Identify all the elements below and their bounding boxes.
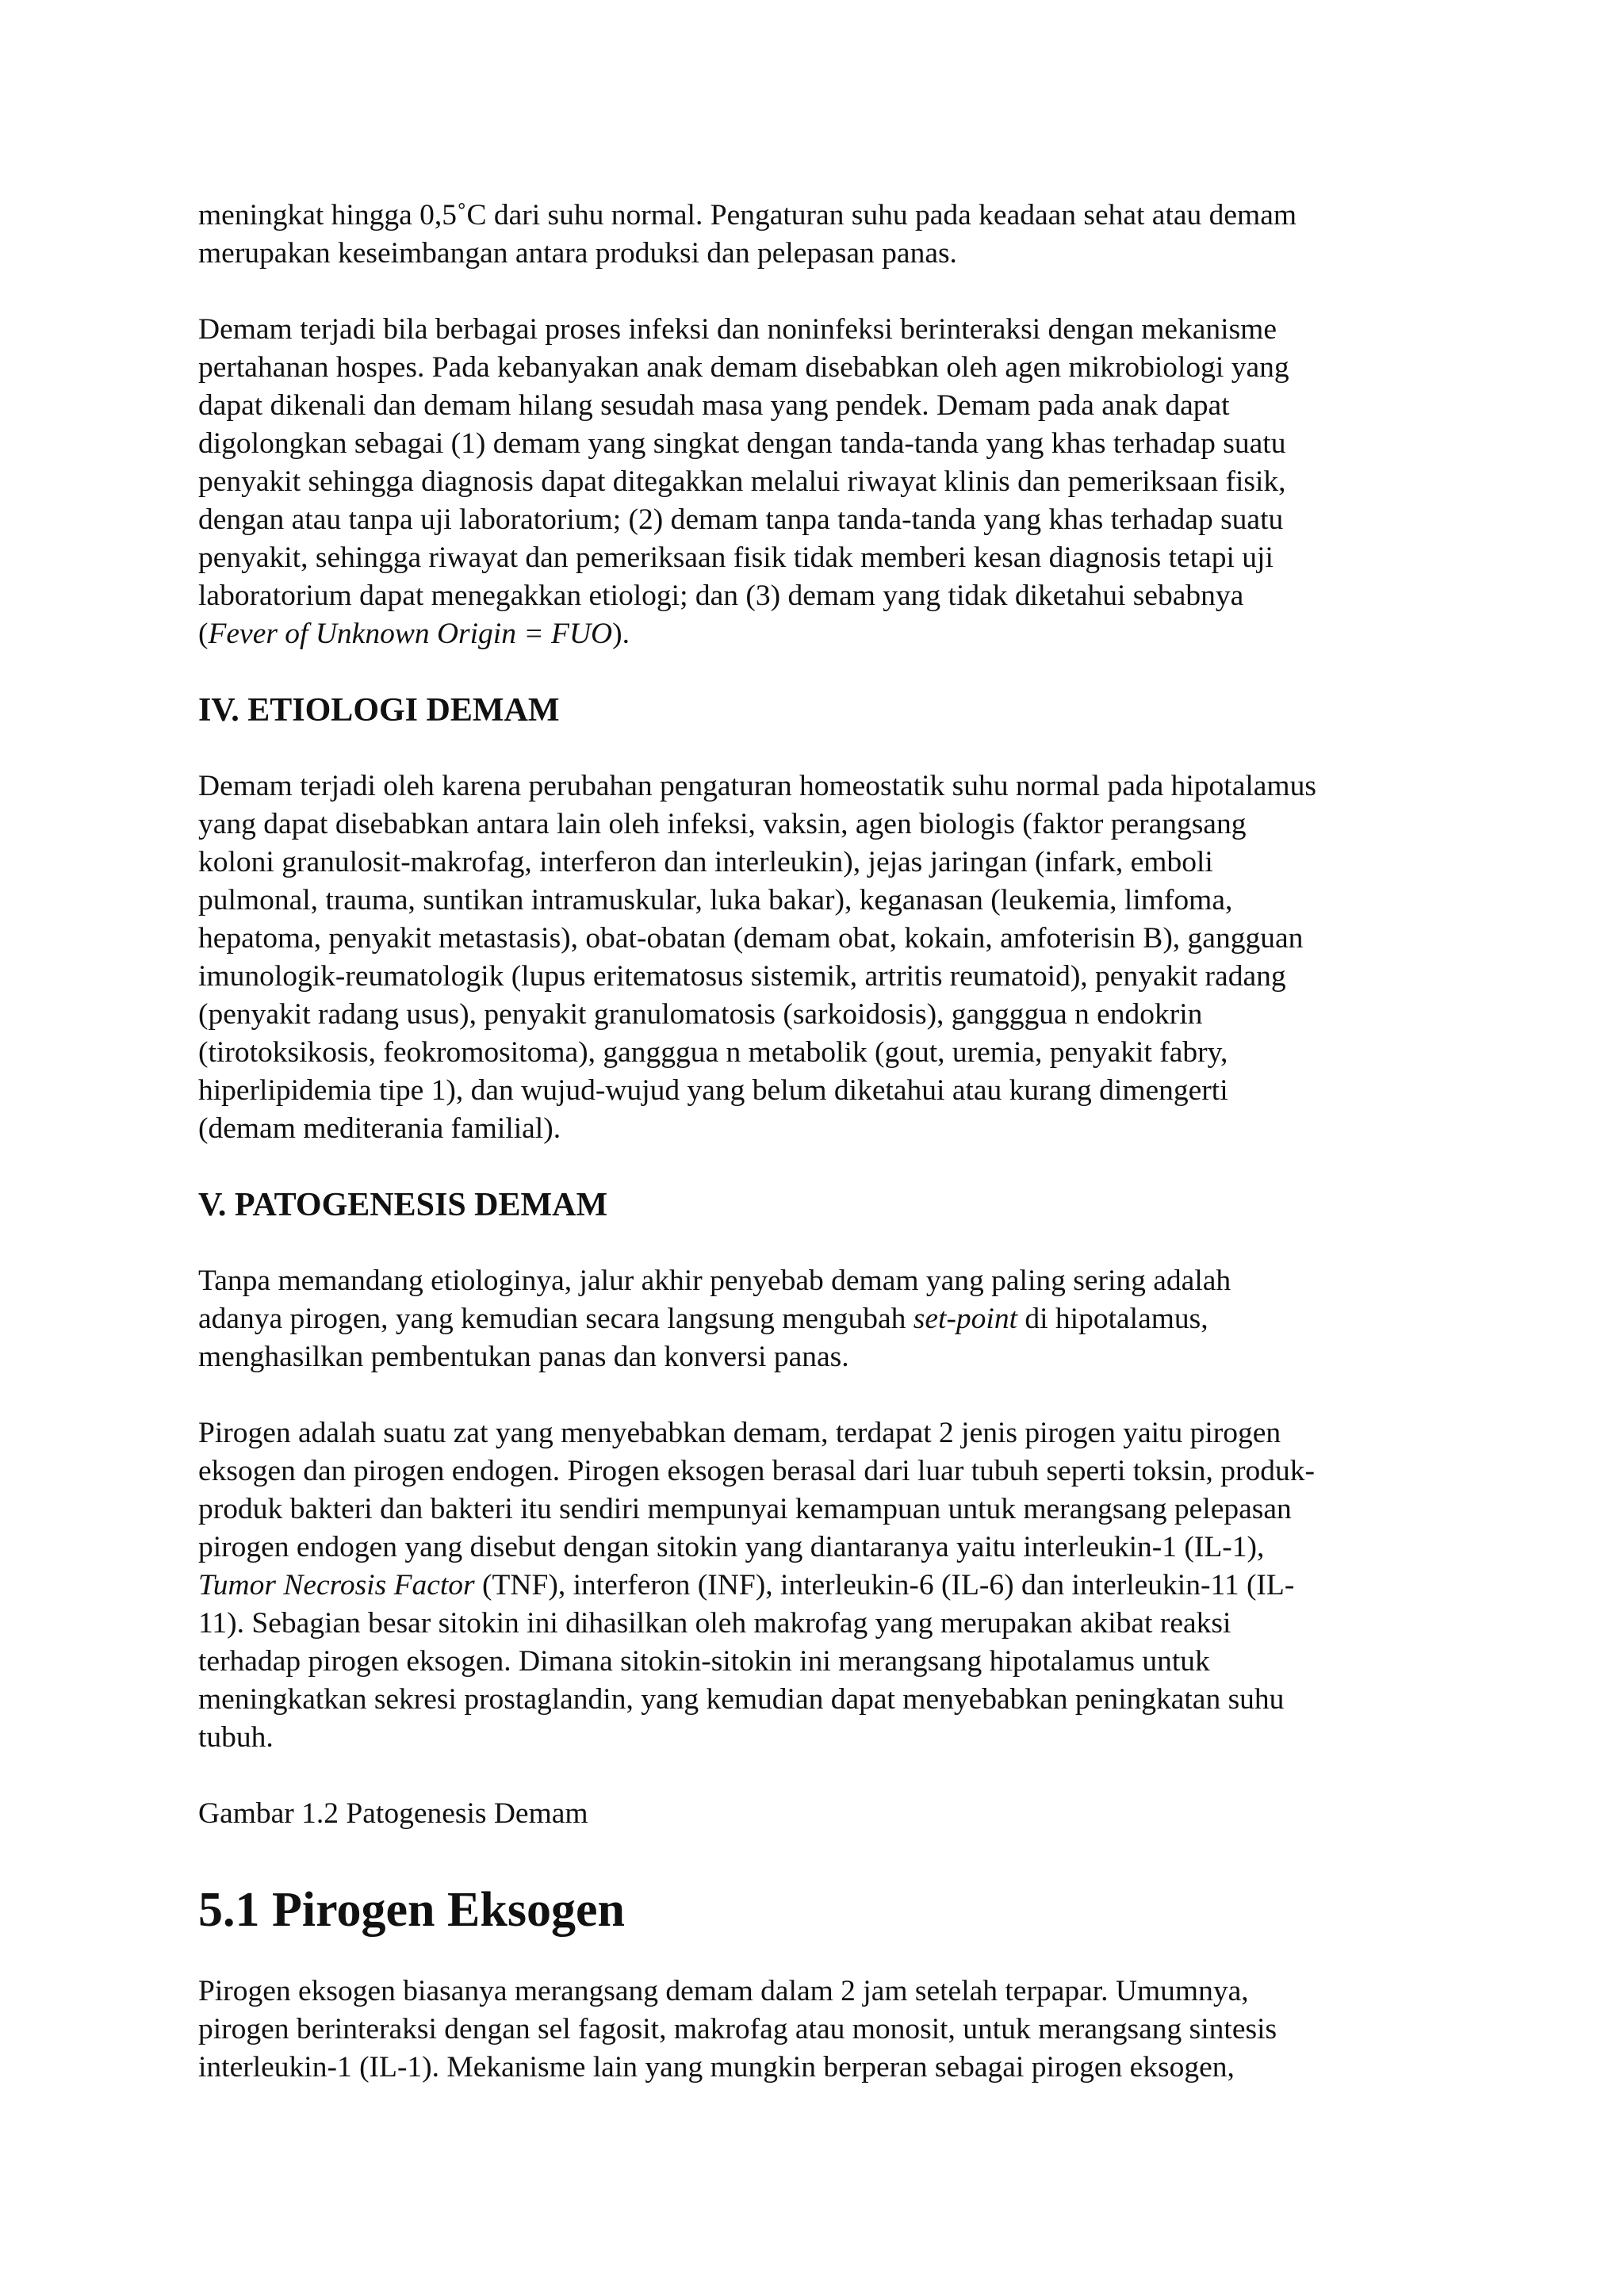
- text-line: [198, 1567, 1435, 1605]
- paragraph-suhu-normal: [198, 197, 1435, 273]
- text-line: [198, 615, 1435, 653]
- text-run: (TNF), interferon (INF), interleukin-6 (IL-6) dan interleukin-11 (IL-: [474, 1569, 1295, 1601]
- text-line: penyakit, sehingga riwayat dan pemeriksaan fisik tidak memberi kesan diagnosis tetapi uji: [198, 541, 1274, 574]
- text-line: laboratorium dapat menegakkan etiologi; dan (3) demam yang tidak diketahui sebabnya: [198, 580, 1244, 612]
- paragraph-pirogen-eksogen: [198, 1973, 1435, 2087]
- text-line: yang dapat disebabkan antara lain oleh infeksi, vaksin, agen biologis (faktor perangsang: [198, 808, 1247, 840]
- heading-etiologi-demam: IV. ETIOLOGI DEMAM: [198, 692, 560, 729]
- text-run: (: [198, 618, 209, 650]
- text-line: Demam terjadi bila berbagai proses infeksi dan noninfeksi berinteraksi dengan mekanisme: [198, 313, 1277, 346]
- text-line: 11). Sebagian besar sitokin ini dihasilkan oleh makrofag yang merupakan akibat reaksi: [198, 1607, 1231, 1640]
- text-line: (demam mediterania familial).: [198, 1112, 561, 1145]
- text-line: pertahanan hospes. Pada kebanyakan anak demam disebabkan oleh agen mikrobiologi yang: [198, 351, 1289, 384]
- text-line: meningkat hingga 0,5˚C dari suhu normal. Pengaturan suhu pada keadaan sehat atau demam: [198, 199, 1297, 232]
- text-line: meningkatkan sekresi prostaglandin, yang kemudian dapat menyebabkan peningkatan suhu: [198, 1683, 1285, 1716]
- text-run: ).: [612, 618, 630, 650]
- text-line: Pirogen adalah suatu zat yang menyebabkan demam, terdapat 2 jenis pirogen yaitu pirogen: [198, 1417, 1281, 1449]
- figure-caption: [198, 1795, 1435, 1833]
- text-line: merupakan keseimbangan antara produksi dan pelepasan panas.: [198, 237, 957, 270]
- text-line: dapat dikenali dan demam hilang sesudah masa yang pendek. Demam pada anak dapat: [198, 389, 1230, 422]
- paragraph-patogenesis: [198, 1262, 1435, 1376]
- text-line: menghasilkan pembentukan panas dan konversi panas.: [198, 1341, 849, 1373]
- text-line: tubuh.: [198, 1721, 274, 1754]
- text-line: dengan atau tanpa uji laboratorium; (2) demam tanpa tanda-tanda yang khas terhadap suatu: [198, 503, 1284, 536]
- text-line: hepatoma, penyakit metastasis), obat-obatan (demam obat, kokain, amfoterisin B), gangguan: [198, 922, 1304, 955]
- text-line: koloni granulosit-makrofag, interferon dan interleukin), jejas jaringan (infark, emboli: [198, 846, 1213, 878]
- text-line: (penyakit radang usus), penyakit granulomatosis (sarkoidosis), gangggua n endokrin: [198, 998, 1203, 1031]
- text-line: pulmonal, trauma, suntikan intramuskular, luka bakar), keganasan (leukemia, limfoma,: [198, 884, 1233, 916]
- text-line: (tirotoksikosis, feokromositoma), gangggua n metabolik (gout, uremia, penyakit fabry,: [198, 1036, 1228, 1069]
- text-line: terhadap pirogen eksogen. Dimana sitokin-sitokin ini merangsang hipotalamus untuk: [198, 1645, 1210, 1678]
- paragraph-etiologi: [198, 767, 1435, 1148]
- text-line: penyakit sehingga diagnosis dapat ditegakkan melalui riwayat klinis dan pemeriksaan fisik,: [198, 465, 1286, 498]
- text-line: Demam terjadi oleh karena perubahan pengaturan homeostatik suhu normal pada hipotalamus: [198, 770, 1316, 802]
- italic-term-tnf: Tumor Necrosis Factor: [198, 1569, 475, 1601]
- paragraph-definisi-demam: [198, 311, 1435, 653]
- document-page: [198, 197, 1435, 2087]
- text-run: adanya pirogen, yang kemudian secara langsung mengubah: [198, 1303, 914, 1335]
- text-line: produk bakteri dan bakteri itu sendiri mempunyai kemampuan untuk merangsang pelepasan: [198, 1493, 1292, 1525]
- text-line: interleukin-1 (IL-1). Mekanisme lain yang mungkin berperan sebagai pirogen eksogen,: [198, 2051, 1235, 2084]
- text-line: pirogen berinteraksi dengan sel fagosit, makrofag atau monosit, untuk merangsang sintesis: [198, 2013, 1277, 2045]
- italic-term-set-point: set-point: [913, 1303, 1018, 1335]
- text-line: Pirogen eksogen biasanya merangsang demam dalam 2 jam setelah terpapar. Umumnya,: [198, 1975, 1249, 2007]
- heading-pirogen-eksogen: 5.1 Pirogen Eksogen: [198, 1883, 625, 1937]
- text-line: [198, 1300, 1435, 1338]
- italic-term-fuo: Fever of Unknown Origin = FUO: [208, 618, 613, 650]
- paragraph-pirogen: [198, 1414, 1435, 1757]
- text-line: digolongkan sebagai (1) demam yang singkat dengan tanda-tanda yang khas terhadap suatu: [198, 427, 1286, 460]
- text-line: eksogen dan pirogen endogen. Pirogen eksogen berasal dari luar tubuh seperti toksin, produk-: [198, 1455, 1315, 1487]
- text-line: pirogen endogen yang disebut dengan sitokin yang diantaranya yaitu interleukin-1 (IL-1),: [198, 1531, 1265, 1563]
- text-line: Tanpa memandang etiologinya, jalur akhir penyebab demam yang paling sering adalah: [198, 1265, 1231, 1297]
- heading-patogenesis-demam: V. PATOGENESIS DEMAM: [198, 1187, 608, 1223]
- text-line: hiperlipidemia tipe 1), dan wujud-wujud yang belum diketahui atau kurang dimengerti: [198, 1074, 1228, 1107]
- text-line: imunologik-reumatologik (lupus eritematosus sistemik, artritis reumatoid), penyakit radang: [198, 960, 1286, 993]
- text-run: di hipotalamus,: [1017, 1303, 1208, 1335]
- caption-text: Gambar 1.2 Patogenesis Demam: [198, 1797, 588, 1830]
